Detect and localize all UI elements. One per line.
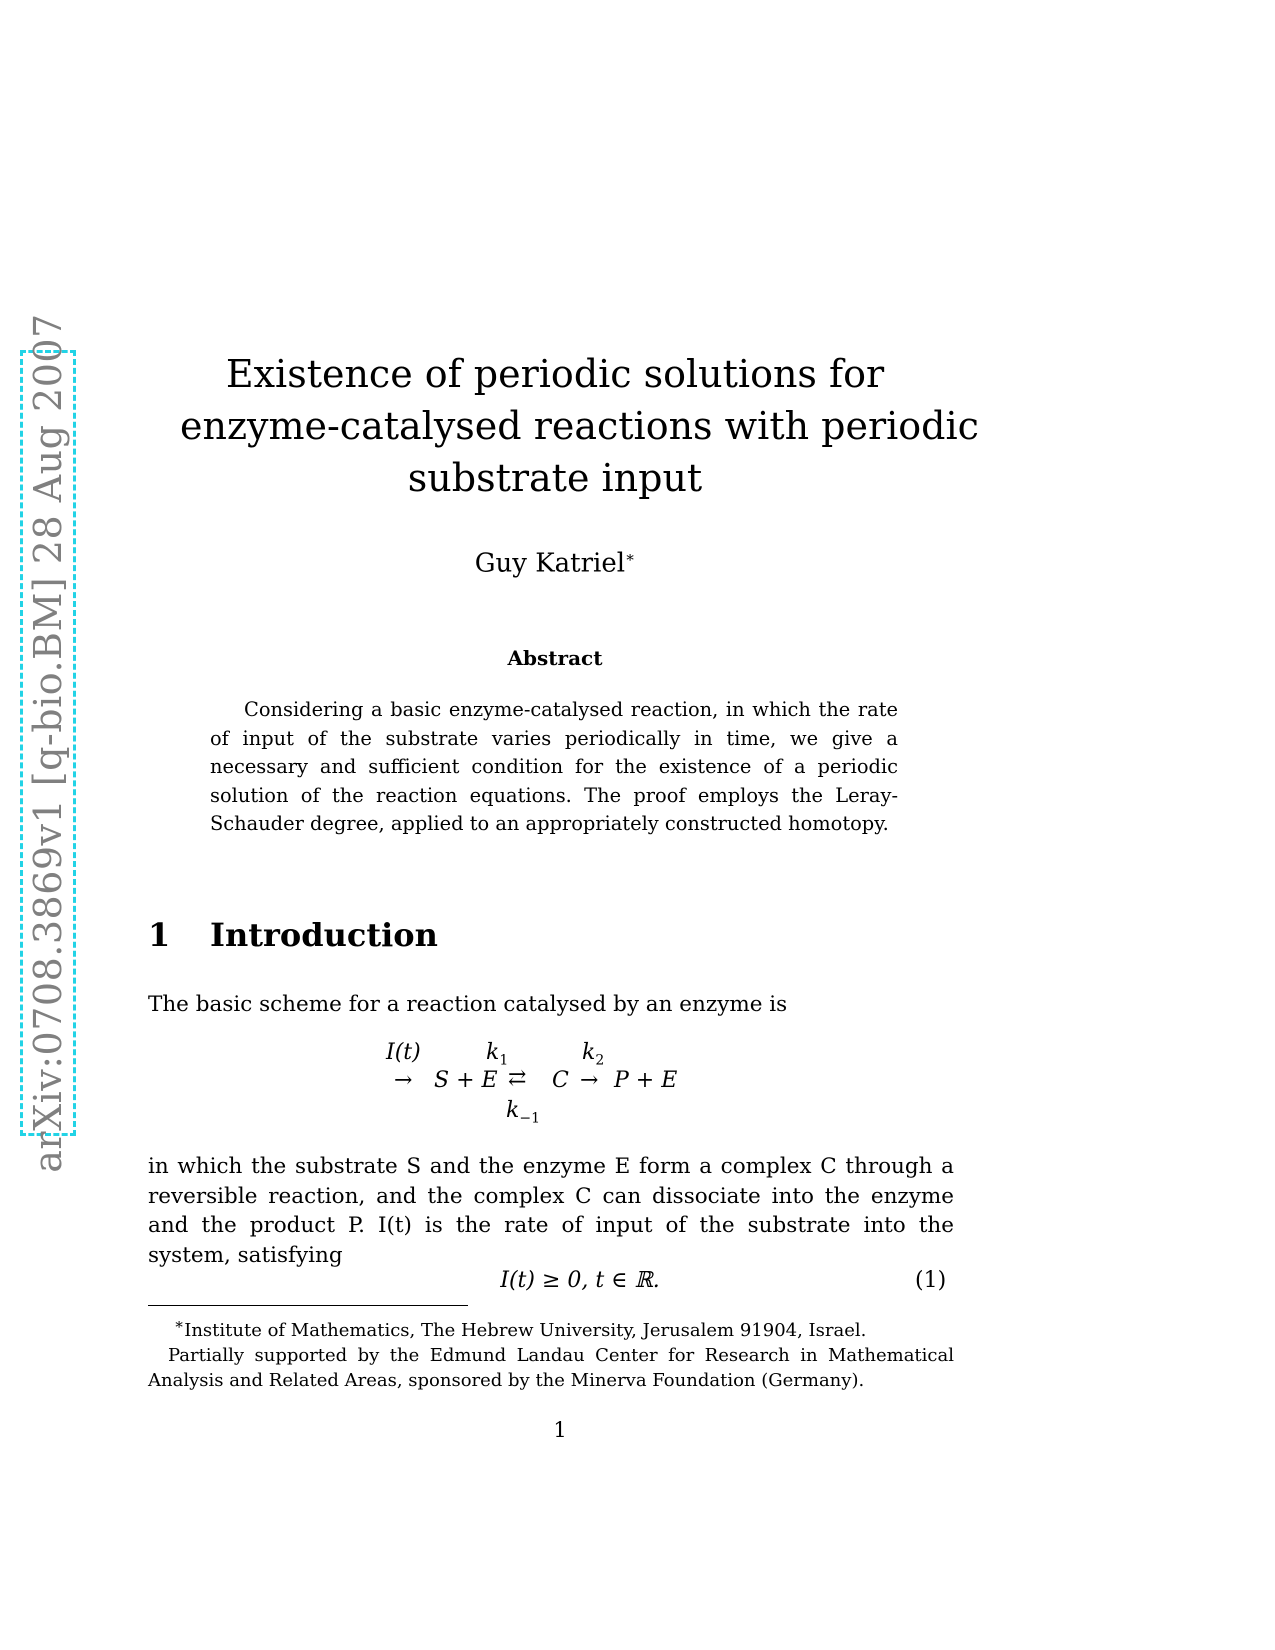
reaction-scheme (380, 1040, 740, 1140)
complex: C (552, 1068, 569, 1093)
paper-title (180, 348, 979, 504)
section-heading (148, 916, 438, 954)
equation-1: I(t) ≥ 0, t ∈ ℝ. (500, 1268, 660, 1293)
reversible-arrow: ⇄ (508, 1066, 527, 1091)
author-footnote-mark: ∗ (625, 548, 636, 566)
paragraph-intro: The basic scheme for a reaction catalysed by an enzyme is (148, 992, 788, 1017)
author-name: Guy Katriel (474, 548, 626, 579)
title-line-3: substrate input (407, 456, 703, 500)
rate-k2: $k_2$ (582, 1040, 605, 1069)
footnote-funding: Partially supported by the Edmund Landau Center for Research in Mathematical Analysis and Related Areas, sponsored by the Minerva Foundation (Germany). (148, 1345, 954, 1391)
author-line (180, 548, 930, 579)
arxiv-identifier: arXiv:0708.3869v1 [q-bio.BM] 28 Aug 2007 (26, 313, 70, 1173)
rate-k1: $k_1$ (486, 1040, 509, 1069)
input-rate-label: I(t) (386, 1040, 421, 1065)
footnote-rule (148, 1305, 468, 1306)
paragraph-scheme-description: in which the substrate S and the enzyme E form a complex C through a reversible reaction, and the complex C can dissociate into the enzyme and the product P. I(t) is the rate of input of the substrate into the system, satisfying (148, 1154, 954, 1268)
input-arrow: → (394, 1068, 413, 1093)
section-number: 1 (148, 916, 171, 954)
abstract-text: Considering a basic enzyme-catalysed reaction, in which the rate of input of the substrate varies periodically in time, we give a necessary and sufficient condition for the existence of a periodic solution of the reaction equations. The proof employs the Leray-Schauder degree, applied to an appropriately constructed homotopy. (210, 698, 898, 835)
title-line-2: enzyme-catalysed reactions with periodic (180, 404, 979, 448)
page-number: 1 (553, 1418, 567, 1442)
section-title: Introduction (210, 916, 438, 954)
footnote-affiliation: ∗Institute of Mathematics, The Hebrew University, Jerusalem 91904, Israel. (174, 1315, 867, 1341)
equation-number: (1) (915, 1268, 947, 1293)
footnote (148, 1312, 954, 1393)
abstract-heading: Abstract (507, 646, 603, 670)
reactants: S + E (434, 1068, 498, 1093)
products: P + E (614, 1068, 678, 1093)
forward-arrow: → (580, 1068, 599, 1093)
rate-k-minus-1: $k_{-1}$ (506, 1098, 540, 1127)
title-line-1: Existence of periodic solutions for (225, 352, 885, 396)
arxiv-stamp (20, 313, 76, 1173)
